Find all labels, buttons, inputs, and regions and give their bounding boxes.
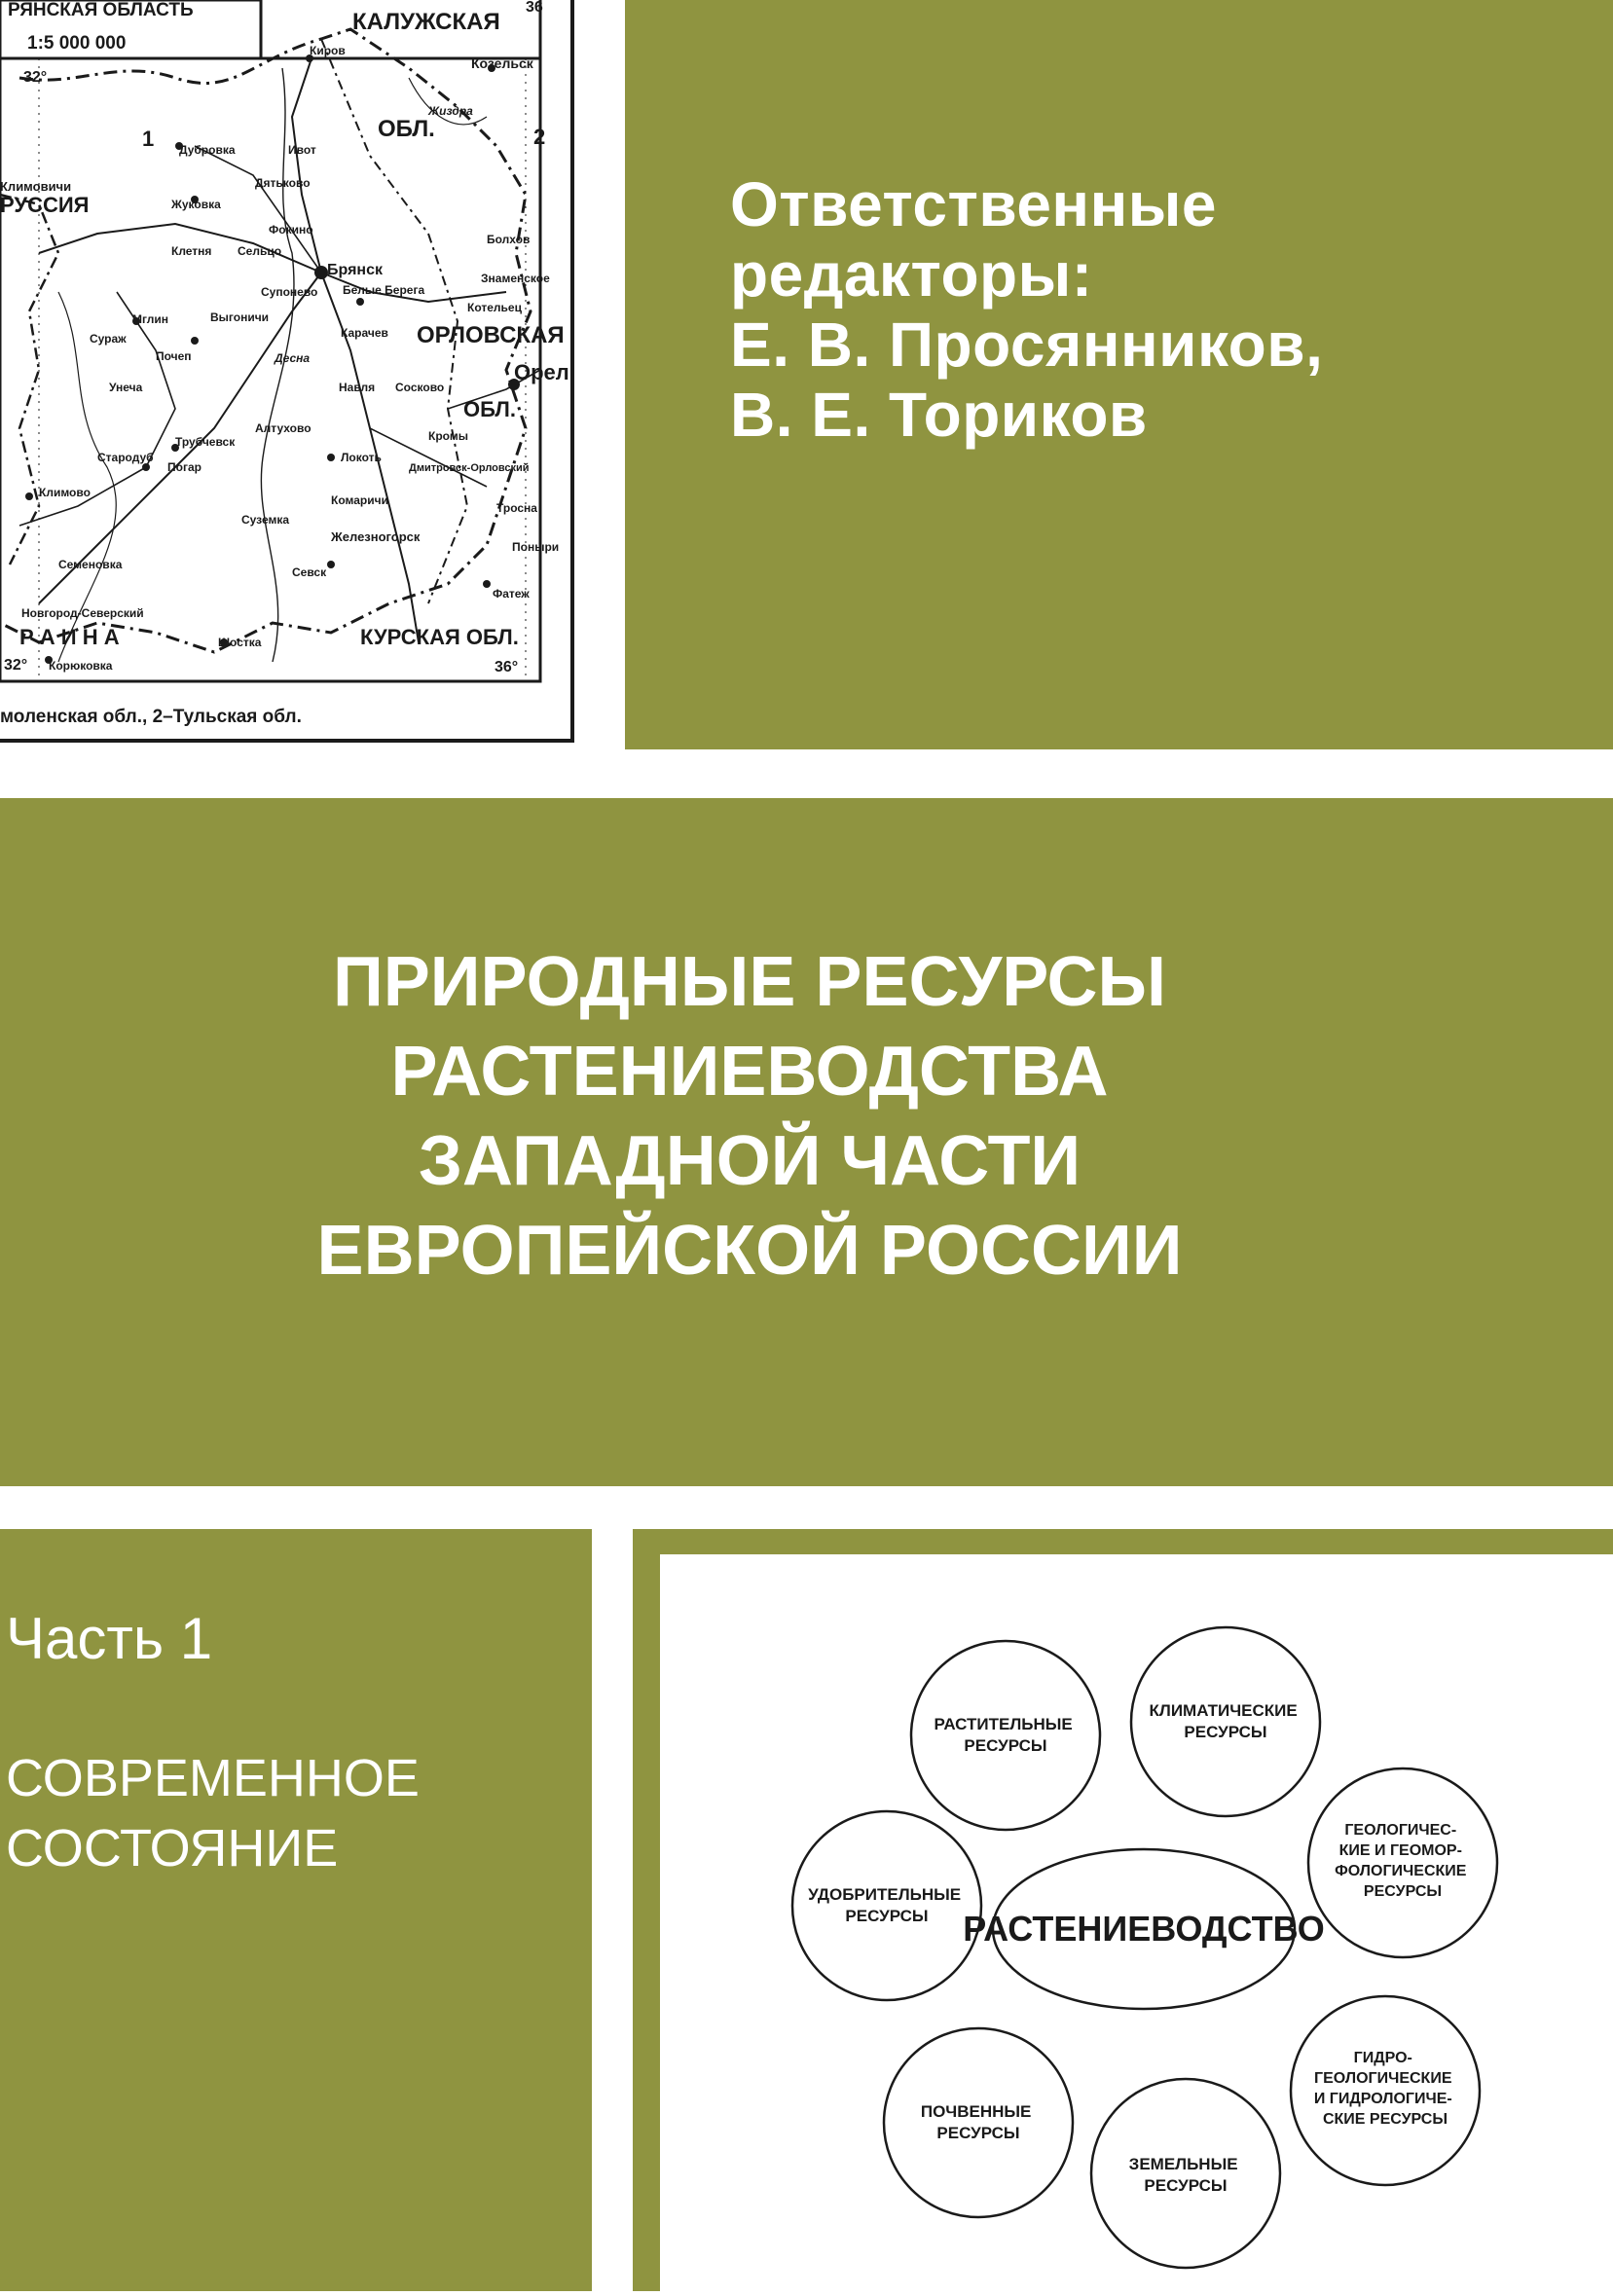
map-label-navlya: Навля xyxy=(339,381,376,394)
node-hydro-label-1: ГИДРО- xyxy=(1353,2050,1412,2066)
map-label-lokot: Локоть xyxy=(341,451,382,464)
node-plant-label-2: РЕСУРСЫ xyxy=(964,1736,1047,1755)
map-label-altuhovo: Алтухово xyxy=(255,421,312,435)
node-climate xyxy=(1131,1627,1320,1816)
map-label-mglin: Мглин xyxy=(132,312,168,326)
part-subtitle-line1: СОВРЕМЕННОЕ xyxy=(6,1749,420,1807)
map-caption: моленская обл., 2–Тульская обл. xyxy=(0,707,302,727)
node-soil xyxy=(884,2028,1073,2217)
node-land-label-1: ЗЕМЕЛЬНЫЕ xyxy=(1128,2155,1238,2173)
map-label-znamenskoe: Знаменское xyxy=(481,272,550,285)
node-geology-label-3: ФОЛОГИЧЕСКИЕ xyxy=(1335,1863,1467,1879)
map-label-kletnya: Клетня xyxy=(171,244,212,258)
map-label-kirov: Киров xyxy=(310,44,346,57)
map-label-bryansk: Брянск xyxy=(327,262,383,278)
diagram-panel xyxy=(633,1529,1613,2291)
node-hydro-label-4: СКИЕ РЕСУРСЫ xyxy=(1322,2111,1448,2128)
map-label-trubchevsk: Трубчевск xyxy=(175,435,236,449)
node-climate-label-2: РЕСУРСЫ xyxy=(1184,1723,1267,1741)
part-subtitle xyxy=(6,1743,420,1883)
book-title-line4: ЕВРОПЕЙСКОЙ РОССИИ xyxy=(316,1212,1183,1290)
editor-name-2: В. Е. Ториков xyxy=(730,380,1148,450)
map-label-fokino: Фокино xyxy=(269,223,313,237)
node-plant xyxy=(911,1641,1100,1830)
map-label-semenovka: Семеновка xyxy=(58,558,123,571)
part-number: Часть 1 xyxy=(6,1606,213,1671)
map-label-kromy: Кромы xyxy=(428,429,468,443)
map-label-kaluzhskaya: КАЛУЖСКАЯ xyxy=(352,9,500,35)
map-label-ukraina: Р А И Н А xyxy=(19,625,120,649)
map-label-unecha: Унеча xyxy=(109,381,143,394)
node-land xyxy=(1091,2079,1280,2268)
map-label-koryukovka: Корюковка xyxy=(49,659,113,673)
map-label-suzemka: Суземка xyxy=(241,513,290,527)
title-panel xyxy=(0,798,1613,1486)
book-title-line2: РАСТЕНИЕВОДСТВА xyxy=(390,1033,1109,1111)
map-label-zhukovka: Жуковка xyxy=(171,198,221,211)
map-label-klimovo: Климово xyxy=(39,486,91,499)
node-plant-label-1: РАСТИТЕЛЬНЫЕ xyxy=(934,1715,1073,1733)
map-label-starodub: Стародуб xyxy=(97,451,154,464)
map-label-suponevo: Супонево xyxy=(261,285,318,299)
map-label-num1: 1 xyxy=(142,127,155,151)
map-label-klimovichi: Климовичи xyxy=(0,179,72,194)
svg-text:ГЕОЛОГИЧЕС- КИЕ И ГЕОМ xyxy=(1335,1822,1471,1900)
svg-text:УДОБРИТЕЛЬНЫЕ РЕСУРСЫ xyxy=(808,1885,966,1925)
map-label-deg36-bot: 36° xyxy=(495,659,519,675)
map-label-fatezh: Фатеж xyxy=(493,587,530,601)
editors-heading-line1: Ответственные xyxy=(730,169,1217,239)
map-label-orel: Орел xyxy=(514,360,569,384)
map-label-selco: Сельцо xyxy=(238,244,282,258)
node-geology-label-4: РЕСУРСЫ xyxy=(1363,1883,1443,1900)
map-label-kotelec: Котельец xyxy=(467,301,522,314)
map-label-pochep: Почеп xyxy=(156,349,192,363)
map-label-ponyri: Поныри xyxy=(512,540,560,554)
bryansk-region-map xyxy=(0,0,574,743)
map-label-num2: 2 xyxy=(533,125,546,149)
svg-text:КЛИМАТИЧЕСКИЕ РЕСУРСЫ xyxy=(1150,1701,1302,1741)
book-title-line1: ПРИРОДНЫЕ РЕСУРСЫ xyxy=(332,943,1167,1021)
resources-diagram xyxy=(660,1554,1613,2291)
node-geology-label-1: ГЕОЛОГИЧЕС- xyxy=(1344,1822,1457,1839)
center-label: РАСТЕНИЕВОДСТВО xyxy=(963,1909,1325,1949)
map-region-title: РЯНСКАЯ ОБЛАСТЬ xyxy=(8,0,194,20)
map-label-karachev: Карачев xyxy=(341,326,388,340)
node-soil-label-2: РЕСУРСЫ xyxy=(936,2124,1020,2142)
editors-heading-line2: редакторы: xyxy=(730,239,1093,310)
editor-name-1: Е. В. Просянников, xyxy=(730,310,1324,380)
node-soil-label-1: ПОЧВЕННЫЕ xyxy=(920,2102,1032,2121)
node-hydro-label-3: И ГИДРОЛОГИЧЕ- xyxy=(1313,2091,1452,2107)
svg-text:ГИДРО- ГЕОЛОГИЧЕСКИЕ xyxy=(1314,2050,1456,2128)
map-label-sevsk: Севск xyxy=(292,565,327,579)
map-label-orlovskaya: ОРЛОВСКАЯ xyxy=(417,322,565,348)
map-panel xyxy=(0,0,574,743)
map-label-pogar: Погар xyxy=(167,460,202,474)
map-label-obl-mid: ОБЛ. xyxy=(463,397,516,421)
node-geology-label-2: КИЕ И ГЕОМОР- xyxy=(1338,1842,1462,1859)
map-label-bolhov: Болхов xyxy=(487,233,531,246)
svg-text:ЗЕМЕЛЬНЫЕ РЕСУРСЫ xyxy=(1129,2155,1243,2195)
map-label-kozelsk: Козельск xyxy=(471,55,533,71)
svg-text:РАСТИТЕЛЬНЫЕ РЕСУРСЫ xyxy=(934,1715,1077,1755)
map-label-dyatkovo: Дятьково xyxy=(255,176,311,190)
map-label-obl-top: ОБЛ. xyxy=(378,116,435,142)
map-label-deg32-bot: 32° xyxy=(4,657,28,674)
map-label-komarichi: Комаричи xyxy=(331,493,388,507)
map-label-vygonichi: Выгоничи xyxy=(210,310,270,324)
part-subtitle-line2: СОСТОЯНИЕ xyxy=(6,1819,339,1877)
map-label-ivot: Ивот xyxy=(288,143,316,157)
map-label-soskovo: Сосково xyxy=(395,381,445,394)
node-hydro-label-2: ГЕОЛОГИЧЕСКИЕ xyxy=(1314,2070,1452,2087)
map-label-zhizdra: Жиздра xyxy=(428,104,473,118)
node-climate-label-1: КЛИМАТИЧЕСКИЕ xyxy=(1149,1701,1298,1720)
map-label-desna: Десна xyxy=(275,351,311,365)
map-label-russia: РУССИЯ xyxy=(0,193,90,217)
node-fertilizer-label-2: РЕСУРСЫ xyxy=(845,1907,929,1925)
map-label-zheleznogorsk: Железногорск xyxy=(331,529,421,544)
node-fertilizer-label-1: УДОБРИТЕЛЬНЫЕ xyxy=(808,1885,962,1904)
map-scale: 1:5 000 000 xyxy=(27,33,127,54)
node-fertilizer xyxy=(792,1811,981,2000)
map-label-novgorod-severskiy: Новгород-Северский xyxy=(21,606,144,620)
editors-panel xyxy=(625,0,1613,749)
part-panel xyxy=(0,1529,592,2291)
map-label-shostka: Шостка xyxy=(218,636,262,649)
map-label-dmitrovsk: Дмитровск-Орловский xyxy=(409,462,530,474)
map-label-deg36-top: 36 xyxy=(526,0,543,16)
book-title-line3: ЗАПАДНОЙ ЧАСТИ xyxy=(418,1122,1081,1200)
map-label-belye-berega: Белые Берега xyxy=(343,283,425,297)
map-label-kurskaya: КУРСКАЯ ОБЛ. xyxy=(360,625,519,649)
node-land-label-2: РЕСУРСЫ xyxy=(1144,2176,1228,2195)
map-label-surazh: Сураж xyxy=(90,332,127,346)
svg-text:ПОЧВЕННЫЕ РЕСУРСЫ xyxy=(921,2102,1036,2142)
map-label-deg32-top: 32° xyxy=(23,69,48,86)
responsible-editors xyxy=(730,169,1323,450)
map-label-dubrovka: Дубровка xyxy=(179,143,236,157)
map-label-trosna: Тросна xyxy=(496,501,537,515)
book-title xyxy=(0,937,1499,1295)
